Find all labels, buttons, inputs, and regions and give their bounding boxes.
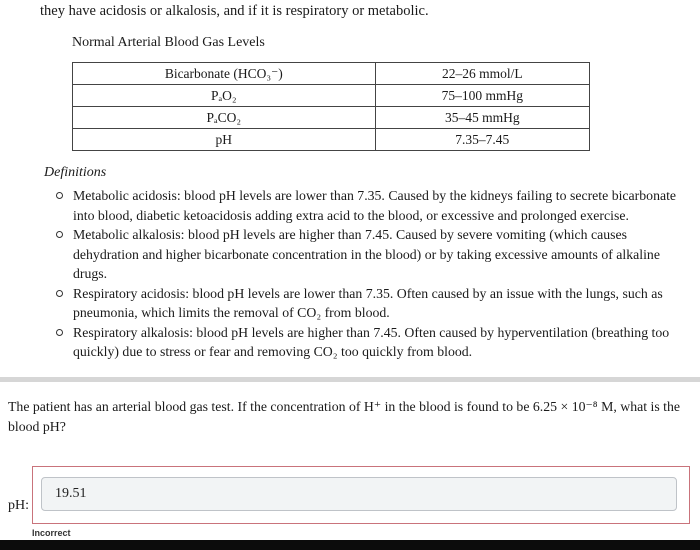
- section-divider: [0, 377, 700, 382]
- definitions-heading: Definitions: [44, 165, 107, 180]
- definition-text: Respiratory acidosis: blood pH levels are lower than 7.35. Often caused by an issue with the lungs, such as pneumonia, which limits the removal of CO₂ from blood.: [73, 285, 663, 320]
- intro-text: they have acidosis or alkalosis, and if it is respiratory or metabolic.: [40, 3, 429, 19]
- circle-bullet-icon: [56, 231, 63, 238]
- table-cell-range: 22–26 mmol/L: [375, 63, 589, 85]
- definition-text: Metabolic acidosis: blood pH levels are lower than 7.35. Caused by the kidneys failing to secrete bicarbonate into blood, diabetic ketoacidosis adding extra acid to the blood, or excessive and prolonged exercise.: [73, 188, 677, 223]
- ph-answer-input[interactable]: 19.51: [41, 477, 677, 511]
- table-row: [73, 63, 590, 85]
- list-item: [56, 284, 686, 323]
- list-item: [56, 323, 686, 362]
- bottom-bar: [0, 540, 700, 550]
- table-row: [73, 85, 590, 107]
- circle-bullet-icon: [56, 192, 63, 199]
- blood-gas-table: [72, 62, 590, 151]
- table-title: Normal Arterial Blood Gas Levels: [72, 35, 265, 50]
- table-cell-range: 7.35–7.45: [375, 129, 589, 151]
- table-cell-param: PₐCO₂: [73, 107, 376, 129]
- status-badge: Incorrect: [32, 528, 71, 538]
- list-item: [56, 225, 686, 284]
- definitions-list: [56, 186, 686, 362]
- table-row: [73, 107, 590, 129]
- list-item: [56, 186, 686, 225]
- question-text: The patient has an arterial blood gas test. If the concentration of H⁺ in the blood is found to be 6.25 × 10⁻⁸ M, what is the blood pH?: [8, 399, 681, 434]
- table-cell-param: Bicarbonate (HCO₃⁻): [73, 63, 376, 85]
- table-row: [73, 129, 590, 151]
- table-cell-param: PₐO₂: [73, 85, 376, 107]
- definition-text: Respiratory alkalosis: blood pH levels are higher than 7.45. Often caused by hyperventilation (breathing too quickly) due to stress or fear and removing CO₂ too quickly from blood.: [73, 324, 670, 359]
- circle-bullet-icon: [56, 329, 63, 336]
- table-cell-range: 35–45 mmHg: [375, 107, 589, 129]
- table-cell-range: 75–100 mmHg: [375, 85, 589, 107]
- definition-text: Metabolic alkalosis: blood pH levels are higher than 7.45. Caused by severe vomiting (which causes dehydration and higher bicarbonate concentration in the blood) or by taking excessive amounts of alkaline drugs.: [73, 227, 660, 281]
- circle-bullet-icon: [56, 290, 63, 297]
- answer-panel: [32, 466, 690, 524]
- ph-label: pH:: [8, 498, 29, 513]
- table-cell-param: pH: [73, 129, 376, 151]
